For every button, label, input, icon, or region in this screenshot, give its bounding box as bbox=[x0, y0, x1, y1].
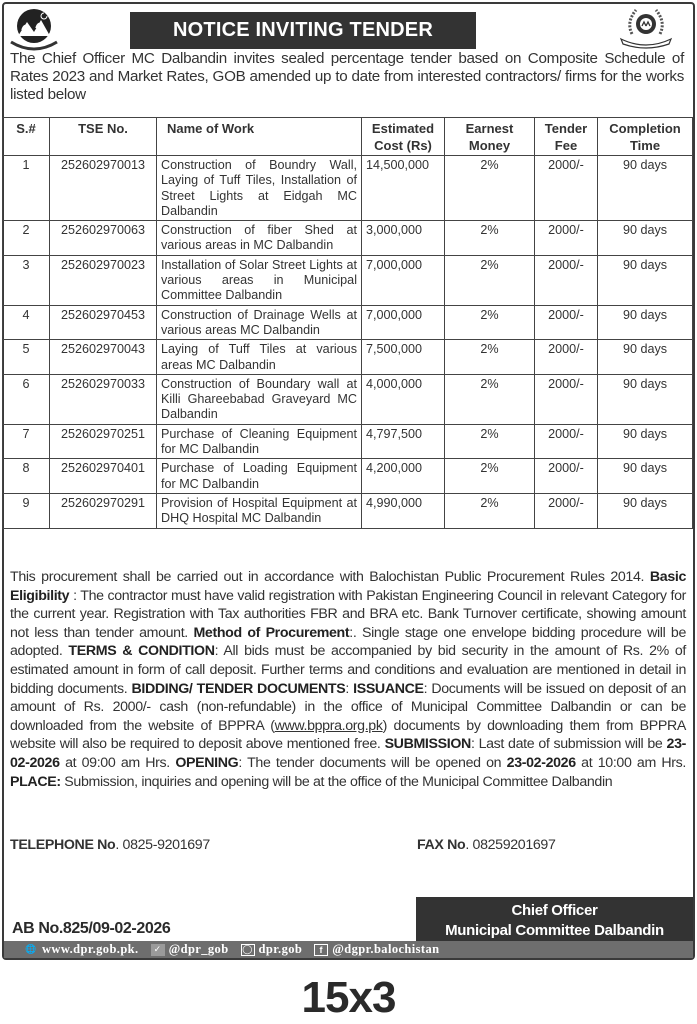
cell-estimated-cost: 14,500,000 bbox=[362, 156, 445, 221]
cell-tse-no: 252602970291 bbox=[50, 493, 157, 528]
terms-label: TERMS & CONDITION bbox=[68, 643, 215, 660]
eligibility-text: : The contractor must have valid registration with Pakistan Engineering Council in relevant Category for the current year. Registration with Tax authorities FBR and BRA etc. Bank Turnover certificate, showing amount not less than tender amount. bbox=[10, 587, 686, 641]
social-website-text: www.dpr.gob.pk. bbox=[42, 942, 139, 956]
cell-tender-fee: 2000/- bbox=[535, 340, 598, 375]
cell-tender-fee: 2000/- bbox=[535, 374, 598, 424]
procurement-rules-text: This procurement shall be carried out in accordance with Balochistan Public Procurement Rules 2014. bbox=[10, 569, 645, 585]
works-table bbox=[2, 117, 693, 529]
header-tender-fee: Tender Fee bbox=[535, 118, 598, 156]
issuance-text-2: ) documents by downloading them from BPPRA website will also be required to deposit above mentioned free. bbox=[10, 717, 686, 753]
fax-number: . 08259201697 bbox=[465, 837, 556, 853]
cell-sn: 2 bbox=[3, 221, 50, 256]
submission-text: : Last date of submission will be bbox=[470, 736, 667, 753]
cell-earnest-money: 2% bbox=[445, 156, 535, 221]
facebook-icon: f bbox=[314, 944, 328, 956]
cell-tse-no: 252602970251 bbox=[50, 424, 157, 459]
eligibility-label: Basic Eligibility bbox=[10, 569, 686, 604]
method-text: :. Single stage one envelope bidding procedure will be adopted. bbox=[10, 624, 687, 660]
telephone-label: TELEPHONE No bbox=[10, 837, 116, 853]
notice-title: NOTICE INVITING TENDER bbox=[130, 12, 476, 49]
social-facebook-text: @dgpr.balochistan bbox=[332, 942, 440, 956]
cell-sn: 6 bbox=[3, 374, 50, 424]
social-bar bbox=[4, 941, 693, 958]
signature-block bbox=[416, 897, 693, 947]
bppra-website-link[interactable]: www.bppra.org.pk bbox=[274, 717, 383, 734]
table-row bbox=[3, 255, 693, 305]
social-instagram-text: dpr.gob bbox=[258, 942, 303, 956]
signature-office: Municipal Committee Dalbandin bbox=[445, 922, 664, 939]
cell-tender-fee: 2000/- bbox=[535, 156, 598, 221]
social-facebook[interactable] bbox=[314, 942, 439, 957]
cell-tender-fee: 2000/- bbox=[535, 305, 598, 340]
cell-name-of-work: Purchase of Cleaning Equipment for MC Dalbandin bbox=[157, 424, 362, 459]
cell-estimated-cost: 7,000,000 bbox=[362, 255, 445, 305]
header-sn: S.# bbox=[3, 118, 50, 156]
submission-date: 23-02-2026 bbox=[10, 736, 686, 771]
submission-label: SUBMISSION bbox=[384, 736, 471, 753]
table-row bbox=[3, 424, 693, 459]
opening-label: OPENING bbox=[175, 754, 239, 771]
cell-earnest-money: 2% bbox=[445, 374, 535, 424]
cell-sn: 1 bbox=[3, 156, 50, 221]
cell-tender-fee: 2000/- bbox=[535, 255, 598, 305]
header-estimated-cost: Estimated Cost (Rs) bbox=[362, 118, 445, 156]
cell-estimated-cost: 4,797,500 bbox=[362, 424, 445, 459]
submission-time: at 09:00 am Hrs. bbox=[59, 754, 176, 771]
cell-sn: 4 bbox=[3, 305, 50, 340]
table-row bbox=[3, 374, 693, 424]
header-earnest-money: Earnest Money bbox=[445, 118, 535, 156]
terms-text: : All bids must be accompanied by bid security in the amount of Rs. 2% of estimated amount in form of call deposit. Further terms and conditions and evaluation are mentioned in detail in bidding documents. bbox=[10, 643, 687, 697]
intro-paragraph: The Chief Officer MC Dalbandin invites sealed percentage tender based on Composite Schedule of Rates 2023 and Market Rates, GOB amended up to date from interested contractors/ firms for the works listed below bbox=[10, 50, 684, 103]
table-row bbox=[3, 156, 693, 221]
cell-name-of-work: Construction of Drainage Wells at various areas MC Dalbandin bbox=[157, 305, 362, 340]
municipal-emblem-logo bbox=[8, 6, 60, 52]
cell-completion-time: 90 days bbox=[598, 340, 693, 375]
cell-sn: 7 bbox=[3, 424, 50, 459]
table-row bbox=[3, 305, 693, 340]
cell-tse-no: 252602970063 bbox=[50, 221, 157, 256]
cell-completion-time: 90 days bbox=[598, 221, 693, 256]
twitter-icon: ✓ bbox=[151, 944, 165, 956]
cell-tender-fee: 2000/- bbox=[535, 424, 598, 459]
contact-line bbox=[10, 837, 686, 853]
table-row bbox=[3, 493, 693, 528]
place-label: PLACE: bbox=[10, 773, 61, 790]
telephone bbox=[10, 837, 210, 853]
instagram-icon: ◯ bbox=[242, 944, 253, 955]
cell-completion-time: 90 days bbox=[598, 255, 693, 305]
issuance-label: ISSUANCE bbox=[353, 680, 424, 697]
cell-tender-fee: 2000/- bbox=[535, 493, 598, 528]
cell-completion-time: 90 days bbox=[598, 459, 693, 494]
opening-date: 23-02-2026 bbox=[506, 754, 576, 771]
cell-tse-no: 252602970401 bbox=[50, 459, 157, 494]
header-completion-time: Completion Time bbox=[598, 118, 693, 156]
cell-earnest-money: 2% bbox=[445, 493, 535, 528]
cell-sn: 8 bbox=[3, 459, 50, 494]
fax-label: FAX No bbox=[417, 837, 466, 853]
method-label: Method of Procurement bbox=[193, 624, 350, 641]
cell-sn: 3 bbox=[3, 255, 50, 305]
header-name-of-work: Name of Work bbox=[157, 118, 362, 156]
cell-completion-time: 90 days bbox=[598, 374, 693, 424]
telephone-number: . 0825-9201697 bbox=[115, 837, 210, 853]
cell-completion-time: 90 days bbox=[598, 156, 693, 221]
cell-name-of-work: Purchase of Loading Equipment for MC Dalbandin bbox=[157, 459, 362, 494]
cell-estimated-cost: 4,200,000 bbox=[362, 459, 445, 494]
issuance-text: : Documents will be issued on deposit of an amount of Rs. 2000/- cash (non-refundable) in the office of Municipal Committee Dalbandin or can be downloaded from the website of BPPRA ( bbox=[10, 680, 686, 734]
social-website[interactable] bbox=[24, 942, 139, 957]
cell-earnest-money: 2% bbox=[445, 424, 535, 459]
cell-tse-no: 252602970043 bbox=[50, 340, 157, 375]
cell-earnest-money: 2% bbox=[445, 340, 535, 375]
signature-title: Chief Officer bbox=[511, 902, 598, 919]
ad-size-label: 15x3 bbox=[301, 973, 396, 1022]
opening-time: at 10:00 am Hrs. bbox=[575, 754, 686, 771]
table-row bbox=[3, 459, 693, 494]
cell-name-of-work: Provision of Hospital Equipment at DHQ Hospital MC Dalbandin bbox=[157, 493, 362, 528]
opening-text: : The tender documents will be opened on bbox=[238, 754, 507, 771]
header-tse: TSE No. bbox=[50, 118, 157, 156]
cell-earnest-money: 2% bbox=[445, 255, 535, 305]
place-text: Submission, inquiries and opening will be at the office of the Municipal Committee Dalbandin bbox=[60, 773, 613, 790]
table-header-row bbox=[3, 118, 693, 156]
cell-estimated-cost: 7,500,000 bbox=[362, 340, 445, 375]
cell-completion-time: 90 days bbox=[598, 424, 693, 459]
cell-earnest-money: 2% bbox=[445, 459, 535, 494]
cell-name-of-work: Installation of Solar Street Lights at various areas in Municipal Committee Dalbandin bbox=[157, 255, 362, 305]
cell-name-of-work: Laying of Tuff Tiles at various areas MC Dalbandin bbox=[157, 340, 362, 375]
dpr-emblem-logo bbox=[617, 6, 675, 50]
cell-name-of-work: Construction of Boundry Wall, Laying of Tuff Tiles, Installation of Street Lights at Eidgah MC Dalbandin bbox=[157, 156, 362, 221]
cell-tse-no: 252602970023 bbox=[50, 255, 157, 305]
terms-paragraph: This procurement shall be carried out in accordance with Balochistan Public Procurement Rules 2014. Basic Eligibility : The contractor must have valid registration with Pakistan Engineering Council in relevant Category for the current year. Registration with Tax authorities FBR and BRA etc. Bank Turnover certificate, showing amount not less than tender amount. Method of Procurement:. Single stage one envelope bidding procedure will be adopted. TERMS & CONDITION: All bids must be accompanied by bid security in the amount of Rs. 2% of estimated amount in form of call deposit. Further terms and conditions and evaluation are mentioned in detail in bidding documents. BIDDING/ TENDER DOCUMENTS: ISSUANCE: Documents will be issued on deposit of an amount of Rs. 2000/- cash (non-refundable) in the office of Municipal Committee Dalbandin or can be downloaded from the website of BPPRA (www.bppra.org.pk) documents by downloading them from BPPRA website will also be required to deposit above mentioned free. SUBMISSION: Last date of submission will be 23-02-2026 at 09:00 am Hrs. OPENING: The tender documents will be opened on 23-02-2026 at 10:00 am Hrs. PLACE: Submission, inquiries and opening will be at the office of the Municipal Committee Dalbandin bbox=[10, 569, 687, 790]
social-instagram[interactable] bbox=[241, 942, 303, 957]
ab-number: AB No.825/09-02-2026 bbox=[12, 920, 171, 937]
table-row bbox=[3, 221, 693, 256]
cell-name-of-work: Construction of fiber Shed at various areas in MC Dalbandin bbox=[157, 221, 362, 256]
cell-tender-fee: 2000/- bbox=[535, 459, 598, 494]
cell-completion-time: 90 days bbox=[598, 493, 693, 528]
cell-estimated-cost: 4,990,000 bbox=[362, 493, 445, 528]
cell-sn: 9 bbox=[3, 493, 50, 528]
cell-tse-no: 252602970033 bbox=[50, 374, 157, 424]
social-twitter-text: @dpr_gob bbox=[168, 942, 229, 956]
bidding-label: BIDDING/ TENDER DOCUMENTS bbox=[131, 680, 346, 697]
cell-tse-no: 252602970453 bbox=[50, 305, 157, 340]
cell-estimated-cost: 7,000,000 bbox=[362, 305, 445, 340]
cell-completion-time: 90 days bbox=[598, 305, 693, 340]
cell-tender-fee: 2000/- bbox=[535, 221, 598, 256]
cell-earnest-money: 2% bbox=[445, 305, 535, 340]
cell-estimated-cost: 3,000,000 bbox=[362, 221, 445, 256]
cell-estimated-cost: 4,000,000 bbox=[362, 374, 445, 424]
globe-icon: 🌐 bbox=[25, 944, 37, 955]
cell-tse-no: 252602970013 bbox=[50, 156, 157, 221]
cell-earnest-money: 2% bbox=[445, 221, 535, 256]
social-twitter[interactable] bbox=[151, 942, 229, 957]
fax bbox=[417, 837, 556, 853]
cell-name-of-work: Construction of Boundary wall at Killi Ghareebabad Graveyard MC Dalbandin bbox=[157, 374, 362, 424]
cell-sn: 5 bbox=[3, 340, 50, 375]
table-row bbox=[3, 340, 693, 375]
